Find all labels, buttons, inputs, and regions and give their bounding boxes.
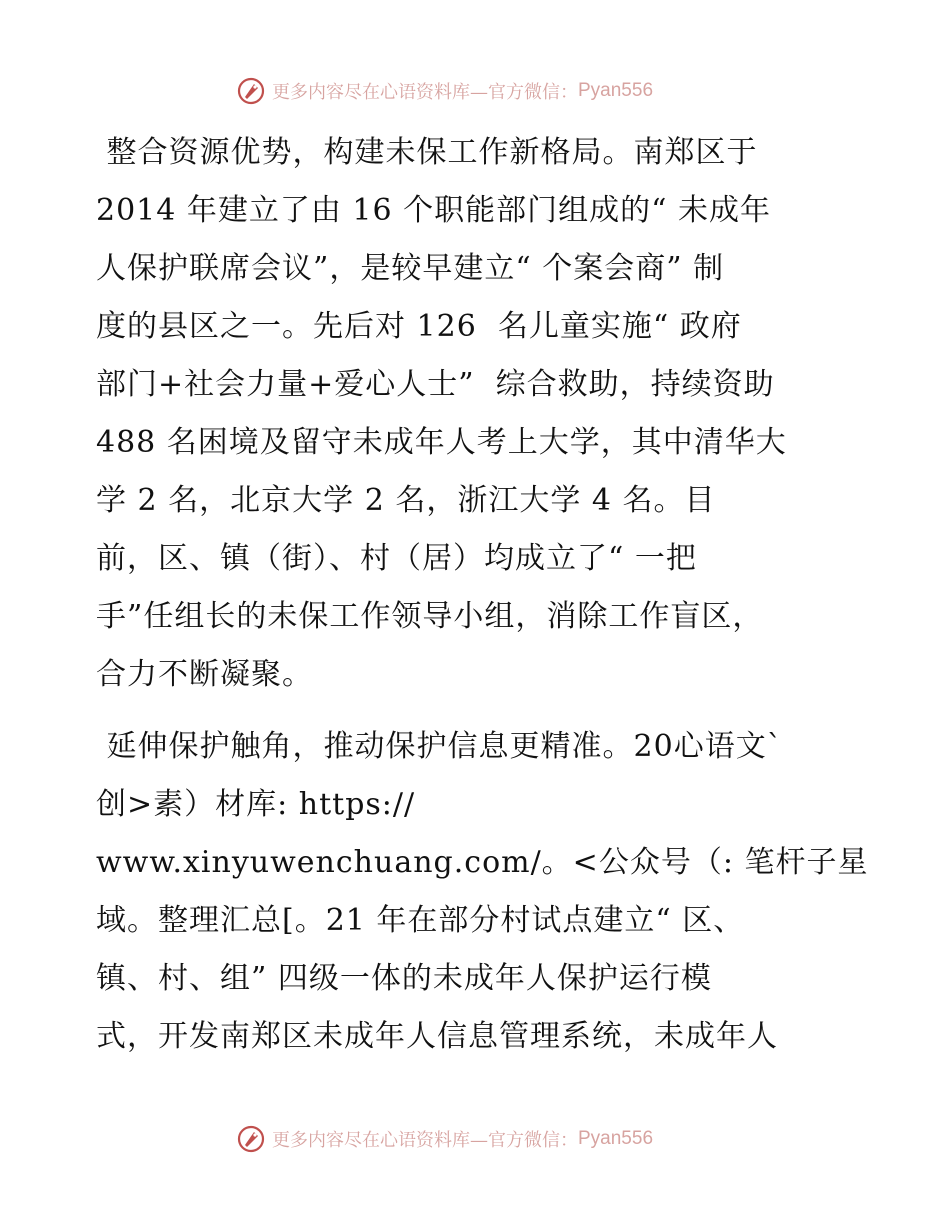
watermark-handle: Pyan556 bbox=[578, 80, 654, 101]
watermark-text: 更多内容尽在心语资料库—官方微信： bbox=[272, 82, 578, 103]
text-line: 2014 年建立了由 16 个职能部门组成的“ 未成年 bbox=[96, 193, 772, 228]
text-line: 整合资源优势，构建未保工作新格局。南郑区于 bbox=[96, 135, 758, 170]
paragraph bbox=[96, 718, 869, 1066]
footer-watermark bbox=[236, 1122, 653, 1156]
header-watermark bbox=[236, 74, 653, 108]
text-line: www.xinyuwenchuang.com/。<公众号（: 笔杆子星 bbox=[96, 845, 869, 880]
text-line: 域。整理汇总[。21 年在部分村试点建立“ 区、 bbox=[96, 903, 745, 938]
text-line: 镇、村、组” 四级一体的未成年人保护运行模 bbox=[96, 961, 712, 996]
text-line: 延伸保护触角，推动保护信息更精准。20心语文` bbox=[96, 729, 783, 764]
text-line: 前，区、镇（街）、村（居）均成立了“ 一把 bbox=[96, 541, 697, 576]
text-line: 人保护联席会议”，是较早建立“ 个案会商” 制 bbox=[96, 251, 725, 286]
text-line: 488 名困境及留守未成年人考上大学，其中清华大 bbox=[96, 425, 787, 460]
text-line: 学 2 名，北京大学 2 名，浙江大学 4 名。目 bbox=[96, 483, 716, 518]
watermark-handle: Pyan556 bbox=[578, 1128, 654, 1149]
text-line: 手”任组长的未保工作领导小组，消除工作盲区， bbox=[96, 599, 764, 634]
text-line: 合力不断凝聚。 bbox=[96, 657, 313, 692]
pen-nib-circle-icon bbox=[236, 76, 266, 106]
text-line: 度的县区之一。先后对 126 名儿童实施“ 政府 bbox=[96, 309, 742, 344]
paragraph bbox=[96, 124, 856, 704]
text-line: 创>素）材库: https:// bbox=[96, 787, 416, 822]
pen-nib-circle-icon bbox=[236, 1124, 266, 1154]
text-line: 部门+社会力量+爱心人士” 综合救助，持续资助 bbox=[96, 367, 775, 402]
watermark-text: 更多内容尽在心语资料库—官方微信： bbox=[272, 1130, 578, 1151]
document-body bbox=[96, 124, 869, 1066]
paragraph-gap bbox=[96, 704, 856, 718]
text-line: 式，开发南郑区未成年人信息管理系统，未成年人 bbox=[96, 1019, 778, 1054]
